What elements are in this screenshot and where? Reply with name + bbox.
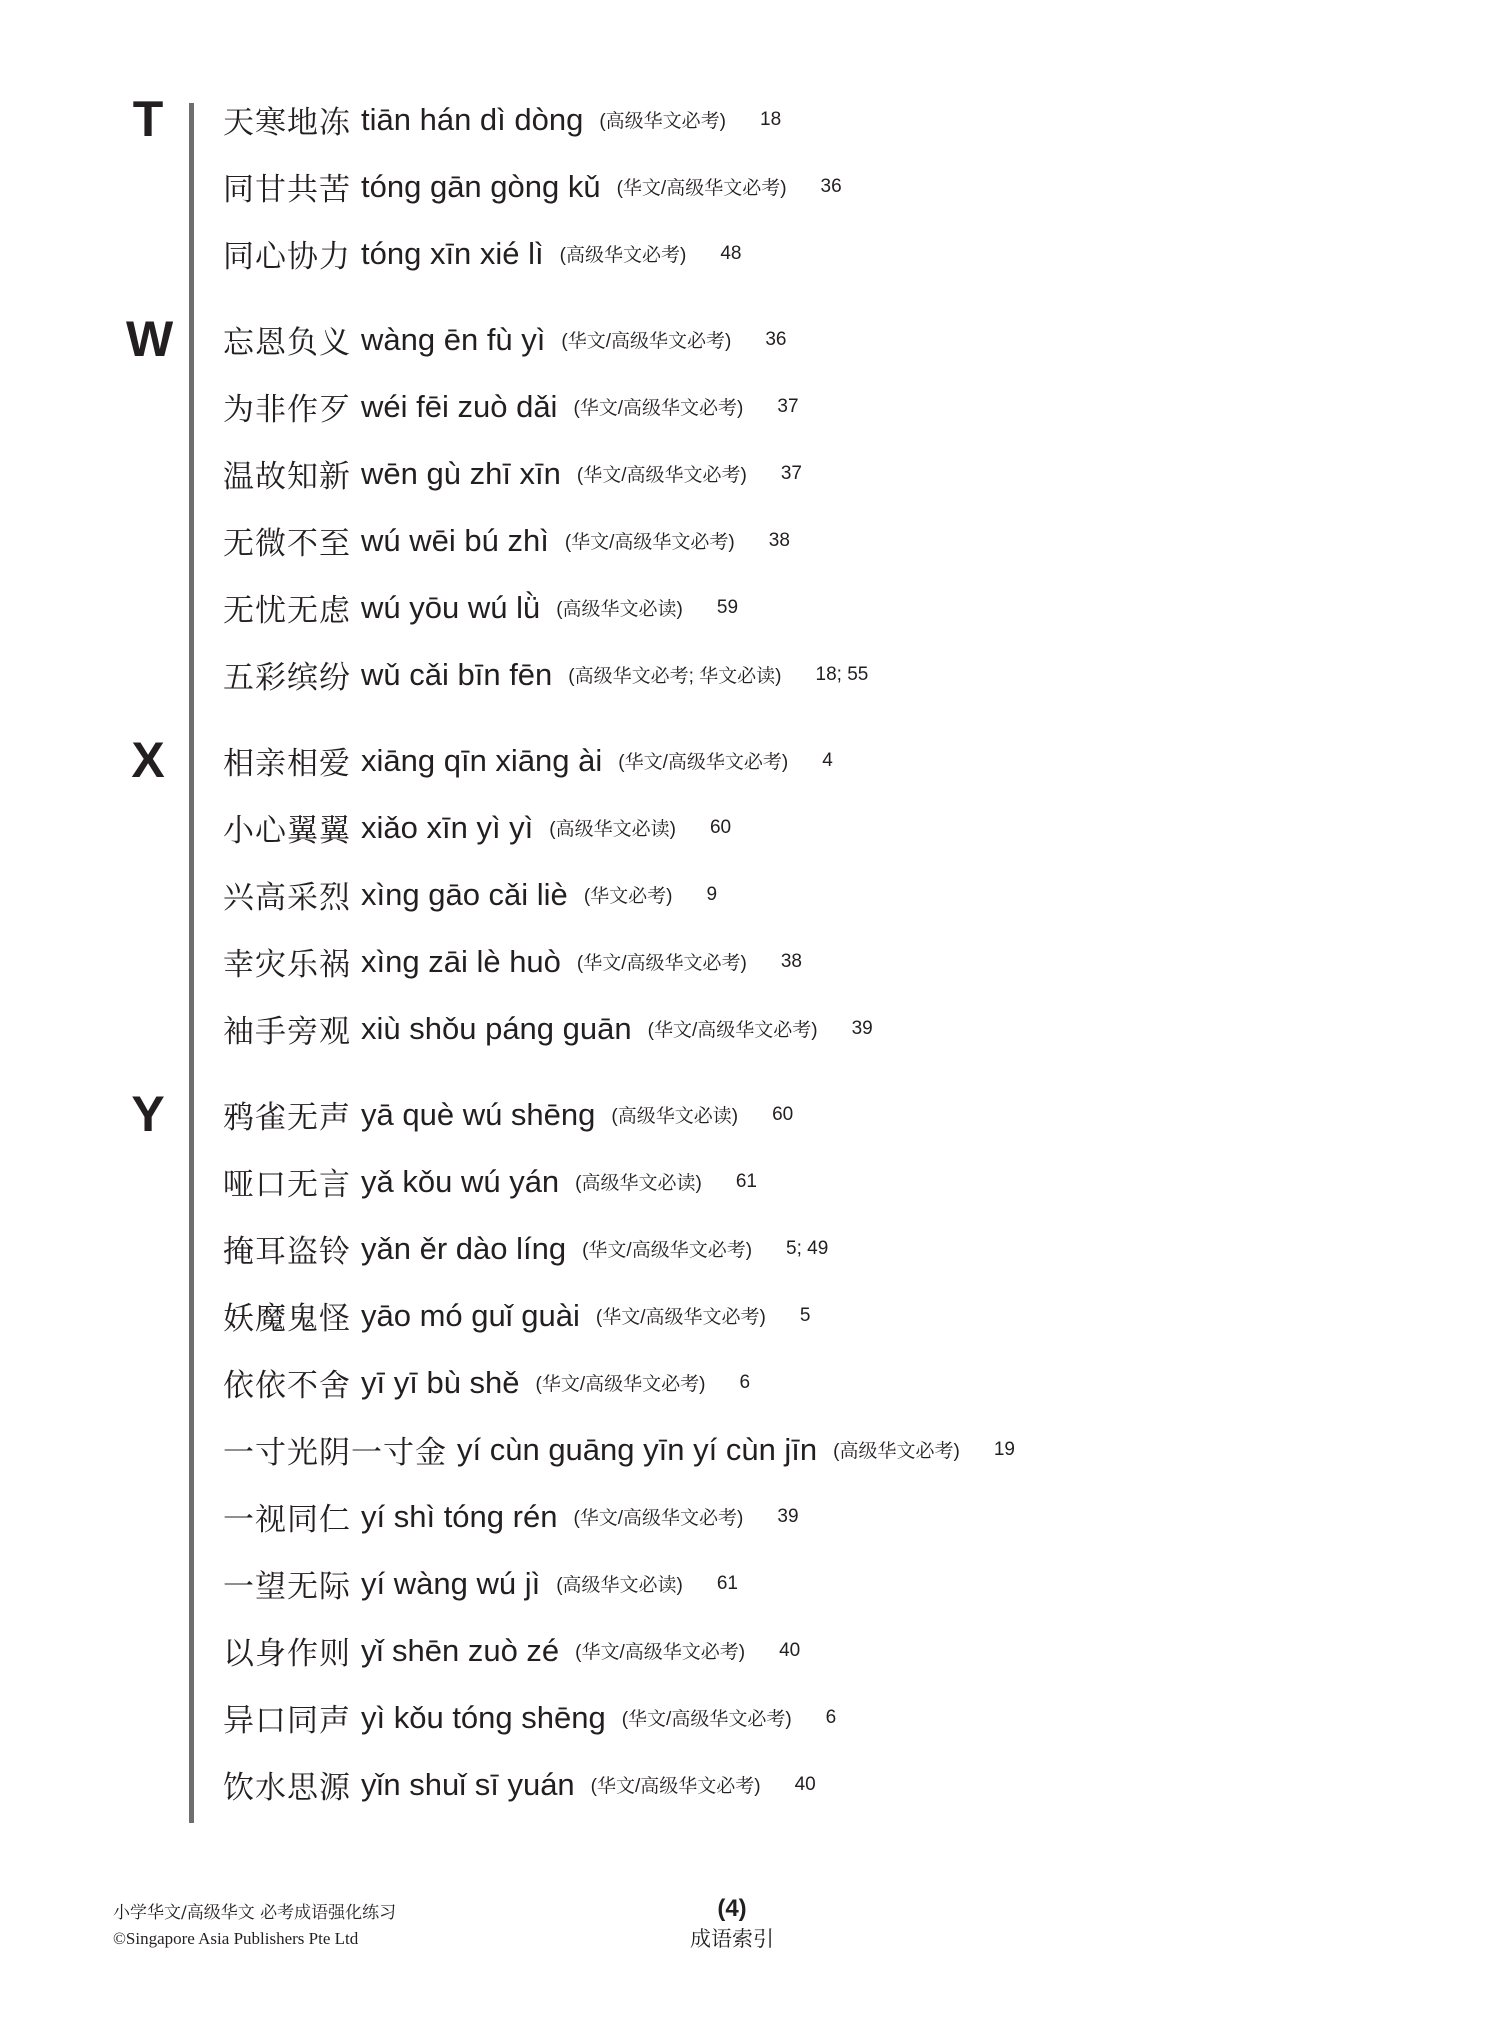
idiom-entry [0, 507, 1494, 574]
page-ref: 6 [825, 1706, 837, 1728]
idiom-pinyin: yǎn ěr dào líng [361, 1230, 567, 1266]
idiom-chinese: 饮水思源 [223, 1770, 351, 1806]
idiom-entry [0, 1215, 1494, 1282]
exam-note: (高级华文必考; 华文必读) [568, 666, 782, 687]
idiom-pinyin: wēn gù zhī xīn [361, 455, 561, 491]
idiom-entry [0, 1148, 1494, 1215]
idiom-entry [0, 1282, 1494, 1349]
idiom-chinese: 兴高采烈 [223, 880, 351, 916]
idiom-pinyin: yí wàng wú jì [361, 1565, 541, 1601]
idiom-entry [0, 440, 1494, 507]
footer-left [113, 1900, 396, 1952]
page-ref: 60 [772, 1103, 794, 1125]
idiom-chinese: 依依不舍 [223, 1368, 351, 1404]
page-number: (4) [717, 1895, 747, 1922]
idiom-entry [0, 1349, 1494, 1416]
exam-note: (高级华文必读) [611, 1106, 739, 1127]
idiom-chinese: 以身作则 [223, 1636, 351, 1672]
exam-note: (华文/高级华文必考) [561, 331, 732, 352]
page-ref: 39 [777, 1505, 799, 1527]
idiom-entry [0, 861, 1494, 928]
idiom-pinyin: yǐn shuǐ sī yuán [361, 1766, 575, 1802]
idiom-pinyin: xìng zāi lè huò [361, 943, 561, 979]
idiom-entry [0, 373, 1494, 440]
idiom-chinese: 鸦雀无声 [223, 1100, 351, 1136]
idiom-entry [0, 794, 1494, 861]
idiom-chinese: 掩耳盗铃 [223, 1234, 351, 1270]
idiom-chinese: 一视同仁 [223, 1502, 351, 1538]
idiom-entry [0, 928, 1494, 995]
footer-book-title: 小学华文/高级华文 必考成语强化练习 [113, 1903, 397, 1923]
idiom-pinyin: tóng xīn xié lì [361, 235, 544, 271]
idiom-chinese: 同甘共苦 [223, 172, 351, 208]
idiom-chinese: 相亲相爱 [223, 746, 351, 782]
idiom-chinese: 忘恩负义 [223, 325, 351, 361]
idiom-pinyin: yāo mó guǐ guài [361, 1297, 580, 1333]
idiom-pinyin: yí shì tóng rén [361, 1498, 558, 1534]
idiom-chinese: 温故知新 [223, 459, 351, 495]
idiom-chinese: 一望无际 [223, 1569, 351, 1605]
page-ref: 61 [716, 1572, 738, 1594]
page-ref: 5 [799, 1304, 811, 1326]
idiom-pinyin: xiù shǒu páng guān [361, 1010, 632, 1046]
page-ref: 36 [765, 328, 787, 350]
idiom-pinyin: wàng ēn fù yì [361, 321, 546, 357]
idiom-pinyin: yī yī bù shě [361, 1364, 520, 1400]
idiom-entry [0, 1751, 1494, 1818]
page-ref: 48 [720, 242, 742, 264]
idiom-pinyin: tiān hán dì dòng [361, 101, 584, 137]
idiom-chinese: 无忧无虑 [223, 593, 351, 629]
exam-note: (华文/高级华文必考) [576, 953, 747, 974]
idiom-chinese: 为非作歹 [223, 392, 351, 428]
idiom-chinese: 妖魔鬼怪 [223, 1301, 351, 1337]
idiom-chinese: 幸灾乐祸 [223, 947, 351, 983]
idiom-chinese: 天寒地冻 [223, 105, 351, 141]
page-ref: 36 [820, 175, 842, 197]
exam-note: (华文/高级华文必考) [564, 532, 735, 553]
page-ref: 40 [779, 1639, 801, 1661]
idiom-pinyin: wú yōu wú lǜ [361, 589, 541, 625]
footer-copyright: ©Singapore Asia Publishers Pte Ltd [113, 1929, 359, 1948]
idiom-pinyin: wéi fēi zuò dǎi [361, 388, 558, 424]
idiom-entry [0, 1684, 1494, 1751]
exam-note: (华文/高级华文必考) [582, 1240, 753, 1261]
exam-note: (华文/高级华文必考) [573, 398, 744, 419]
idiom-chinese: 小心翼翼 [223, 813, 351, 849]
exam-note: (华文/高级华文必考) [618, 752, 789, 773]
idiom-chinese: 哑口无言 [223, 1167, 351, 1203]
idiom-chinese: 同心协力 [223, 239, 351, 275]
page-ref: 61 [735, 1170, 757, 1192]
page-ref: 40 [794, 1773, 816, 1795]
idiom-entry [0, 306, 1494, 373]
page-ref: 37 [780, 462, 802, 484]
letter-group [0, 86, 1494, 287]
page-ref: 38 [768, 529, 790, 551]
idiom-pinyin: yì kǒu tóng shēng [361, 1699, 606, 1735]
section-letter: T [132, 91, 164, 147]
idiom-chinese: 无微不至 [223, 526, 351, 562]
section-title: 成语索引 [690, 1928, 774, 1951]
exam-note: (华文/高级华文必考) [576, 465, 747, 486]
section-letter: X [131, 732, 165, 788]
page-ref: 18 [760, 108, 782, 130]
idiom-pinyin: xiǎo xīn yì yì [361, 809, 534, 845]
letter-group [0, 1081, 1494, 1818]
exam-note: (华文/高级华文必考) [621, 1709, 792, 1730]
idiom-entry [0, 1416, 1494, 1483]
idiom-chinese: 五彩缤纷 [223, 660, 351, 696]
exam-note: (高级华文必读) [549, 819, 676, 840]
page-ref: 9 [706, 883, 718, 905]
exam-note: (高级华文必读) [556, 599, 683, 620]
idiom-chinese: 异口同声 [223, 1703, 351, 1739]
idiom-pinyin: yí cùn guāng yīn yí cùn jīn [457, 1431, 818, 1467]
idiom-entry [0, 1617, 1494, 1684]
exam-note: (高级华文必读) [575, 1173, 702, 1194]
idiom-pinyin: wǔ cǎi bīn fēn [361, 656, 553, 692]
idiom-entry [0, 727, 1494, 794]
exam-note: (华文/高级华文必考) [535, 1374, 706, 1395]
exam-note: (华文/高级华文必考) [595, 1307, 766, 1328]
idiom-entry [0, 1081, 1494, 1148]
footer-center [632, 1893, 832, 1955]
exam-note: (华文/高级华文必考) [647, 1020, 818, 1041]
page-ref: 60 [709, 816, 732, 838]
idiom-chinese: 袖手旁观 [223, 1014, 351, 1050]
exam-note: (高级华文必读) [556, 1575, 683, 1596]
exam-note: (华文/高级华文必考) [575, 1642, 746, 1663]
page-ref: 38 [780, 950, 802, 972]
idiom-index [0, 86, 1494, 1818]
idiom-pinyin: tóng gān gòng kǔ [361, 168, 601, 204]
idiom-entry [0, 153, 1494, 220]
idiom-pinyin: yǐ shēn zuò zé [361, 1632, 560, 1668]
page-ref: 6 [739, 1371, 751, 1393]
idiom-entry [0, 1483, 1494, 1550]
page-ref: 18; 55 [815, 663, 869, 685]
section-letter: W [126, 311, 174, 367]
page-ref: 4 [822, 749, 833, 771]
exam-note: (华文/高级华文必考) [573, 1508, 744, 1529]
idiom-pinyin: xiāng qīn xiāng ài [361, 742, 603, 778]
letter-group [0, 727, 1494, 1062]
idiom-entry [0, 574, 1494, 641]
idiom-pinyin: wú wēi bú zhì [361, 522, 549, 558]
idiom-entry [0, 1550, 1494, 1617]
idiom-chinese: 一寸光阴一寸金 [223, 1435, 447, 1471]
idiom-entry [0, 995, 1494, 1062]
page-ref: 5; 49 [786, 1237, 829, 1259]
exam-note: (高级华文必考) [833, 1441, 960, 1462]
idiom-pinyin: xìng gāo cǎi liè [361, 876, 568, 912]
exam-note: (高级华文必考) [559, 245, 687, 266]
idiom-entry [0, 220, 1494, 287]
letter-group [0, 306, 1494, 708]
exam-note: (高级华文必考) [599, 111, 727, 132]
idiom-pinyin: yǎ kǒu wú yán [361, 1163, 560, 1199]
section-letter: Y [131, 1086, 165, 1142]
idiom-entry [0, 641, 1494, 708]
exam-note: (华文必考) [583, 886, 673, 907]
page-ref: 19 [993, 1438, 1015, 1460]
exam-note: (华文/高级华文必考) [616, 178, 787, 199]
exam-note: (华文/高级华文必考) [590, 1776, 761, 1797]
idiom-entry [0, 86, 1494, 153]
page-ref: 37 [777, 395, 799, 417]
page-ref: 59 [716, 596, 739, 618]
idiom-pinyin: yā què wú shēng [361, 1096, 596, 1132]
page-ref: 39 [851, 1017, 873, 1039]
